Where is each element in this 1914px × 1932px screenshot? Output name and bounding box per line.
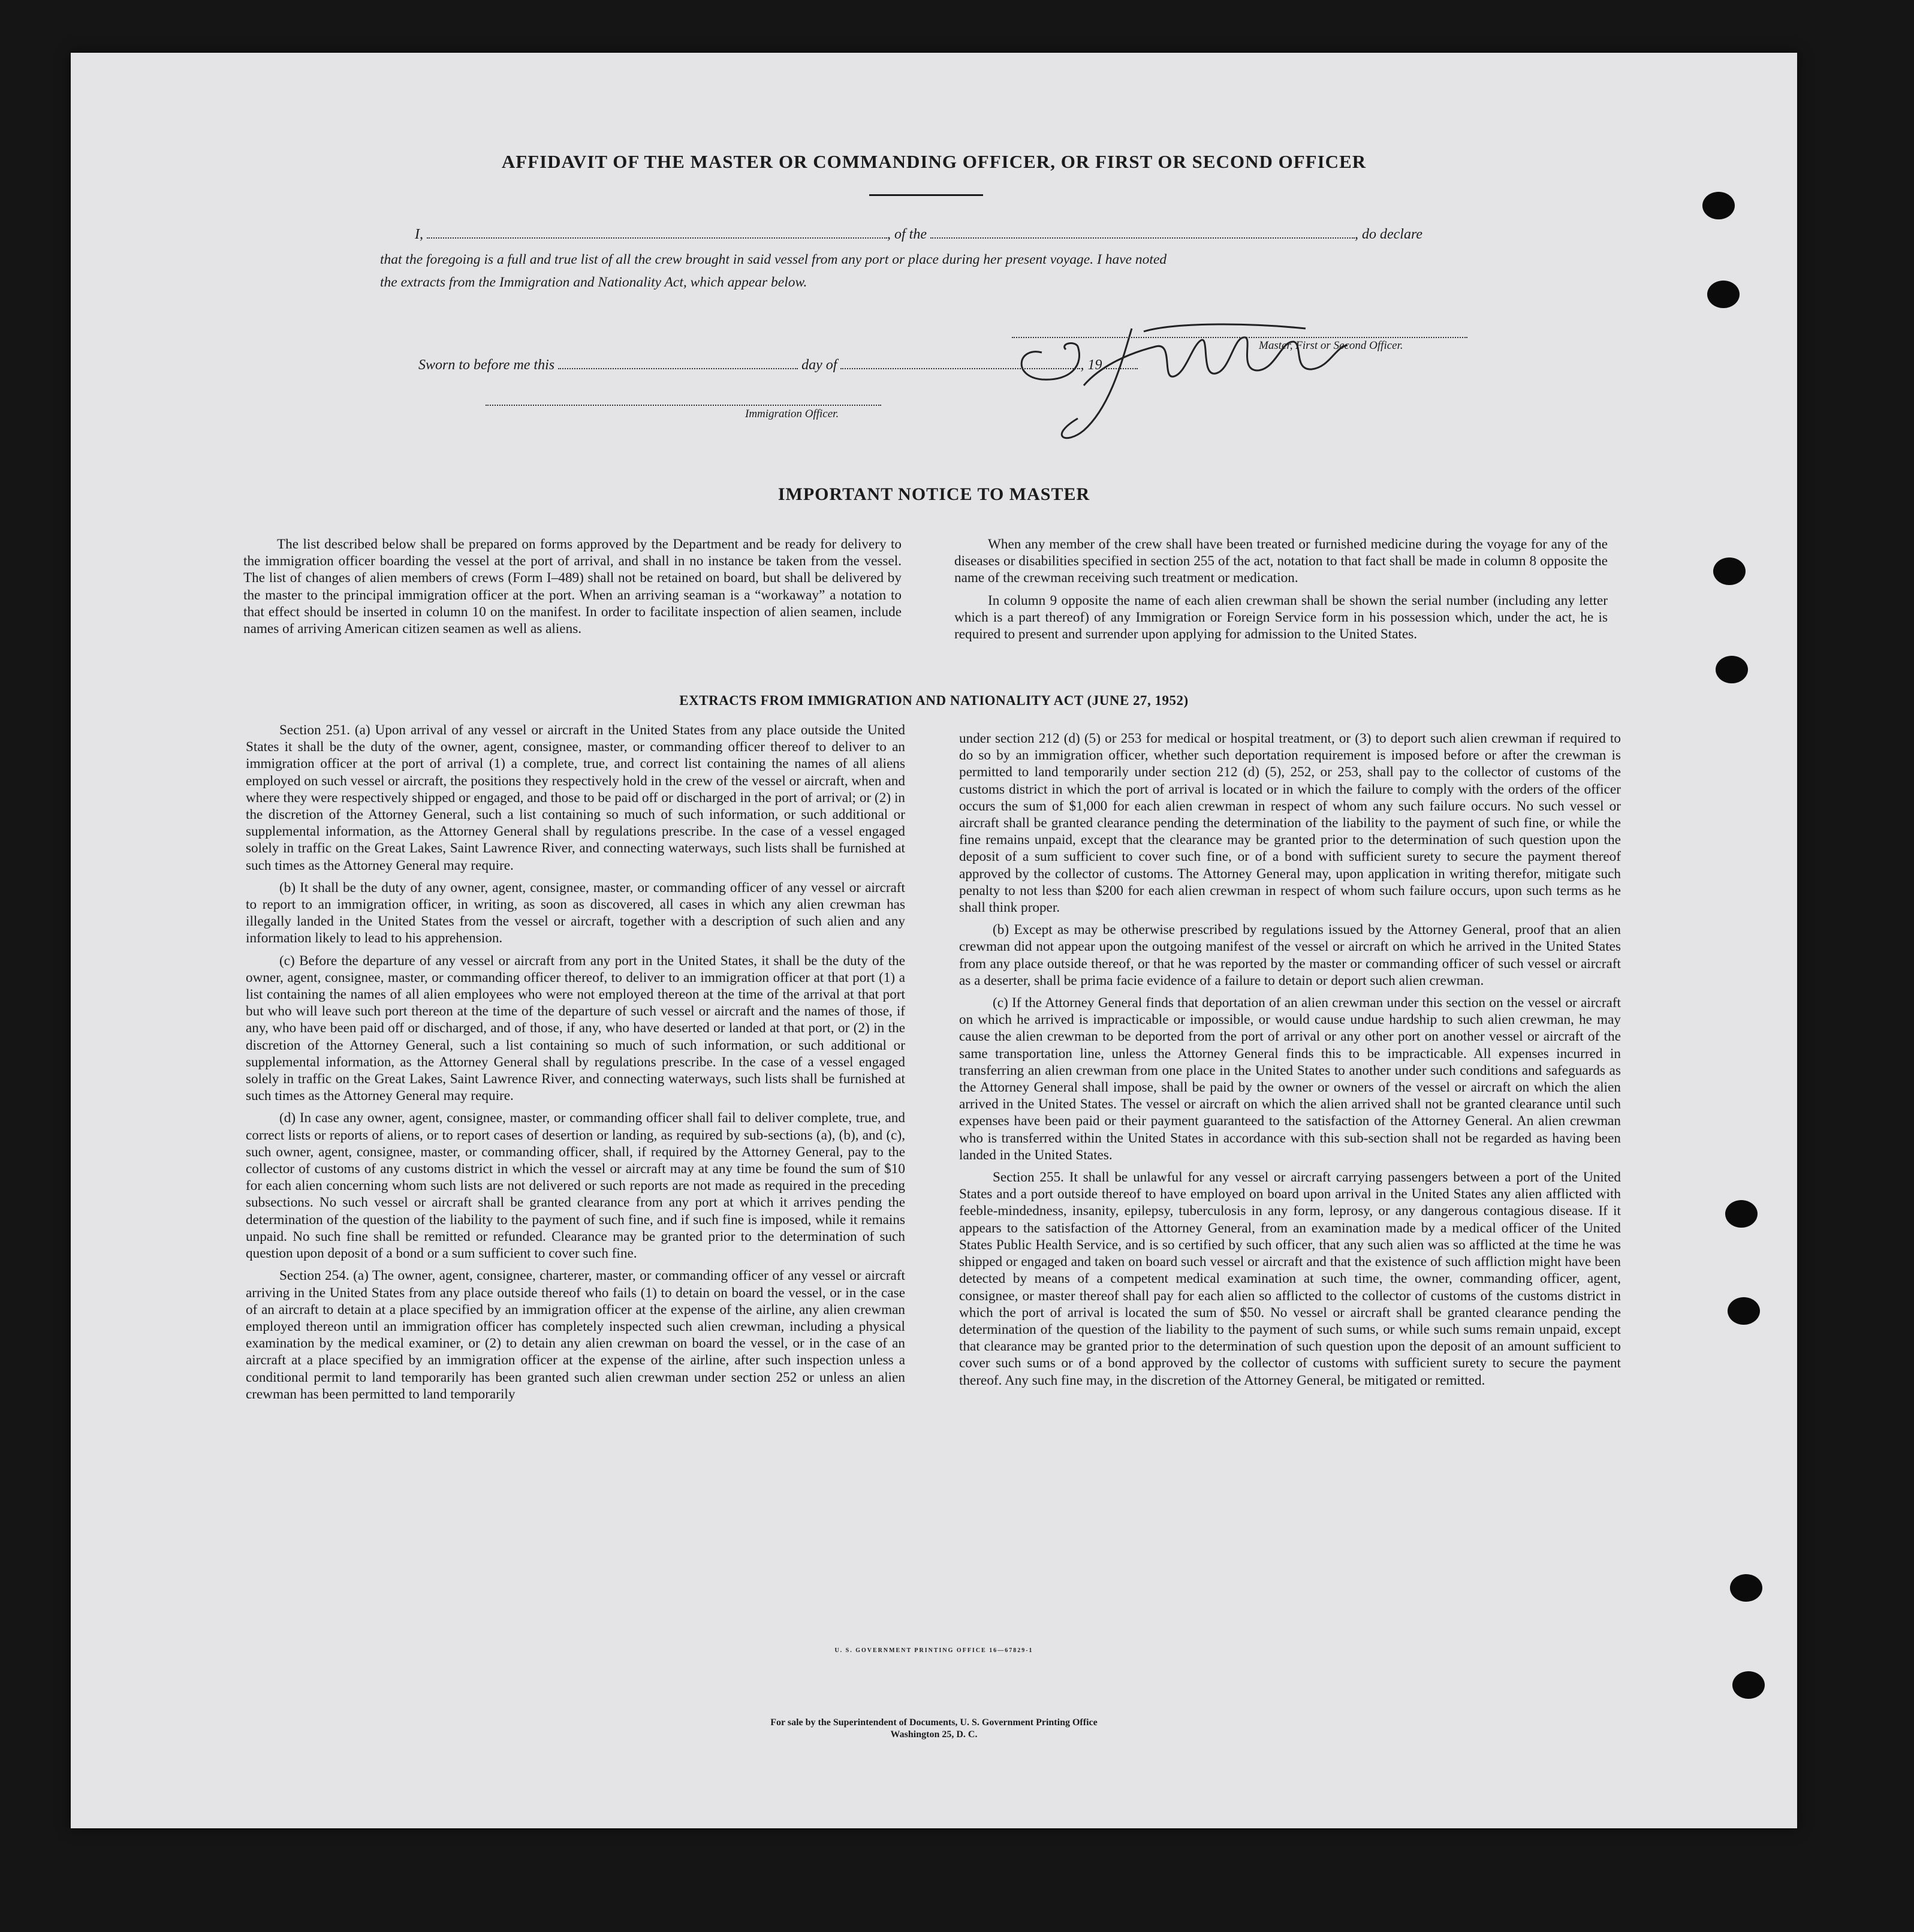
extract-paragraph: Section 254. (a) The owner, agent, consignee, charterer, master, or commanding officer of any vessel or aircraft arriving in the United States from any place outside thereof who fails (1) to detain on board the vessel, or in the case of an aircraft to detain at a place specified by an immigration officer at the expense of the airline, any alien crewman employed thereon until an immigration officer has completely inspected such alien crewman, including a physical examination by the medical examiner, or (2) to detain any alien crewman on board the vessel, or in the case of an aircraft at a place specified by an immigration officer at the expense of the airline, after such inspection unless a conditional permit to land temporarily has been granted such alien crewman under section 252 or unless an alien crewman has been permitted to land temporarily: [246, 1268, 905, 1402]
statement-line-2: the extracts from the Immigration and Nationality Act, which appear below.: [380, 275, 807, 290]
sworn-line: [418, 357, 1138, 373]
punch-hole: [1725, 1200, 1758, 1228]
extract-paragraph: (b) It shall be the duty of any owner, agent, consignee, master, or commanding officer of any vessel or aircraft to report to an immigration officer, in writing, as soon as discovered, all cases in which any alien crewman has illegally landed in the United States from the vessel or aircraft, together with a description of such alien and any information likely to lead to his apprehension.: [246, 879, 905, 947]
extract-paragraph: (c) If the Attorney General finds that deportation of an alien crewman under this section on the vessel or aircraft on which he arrived is impracticable or impossible, or would cause undue hardship to such alien crewman, he may cause the alien crewman to be deported from the port of arrival or any other port on another vessel or aircraft of the same transportation line, unless the Attorney General finds this to be impracticable. All expenses incurred in transferring an alien crewman from one place in the United States to another under such conditions and safeguards as the Attorney General shall impose, shall be paid by the owner or owners of the vessel or aircraft on which the alien arrived in the United States. The vessel or aircraft on which the alien arrived shall not be granted clearance until such expenses have been paid or their payment guaranteed to the satisfaction of the Attorney General. An alien crewman who is transferred within the United States in accordance with this sub-section shall not be regarded as having been landed in the United States.: [959, 995, 1621, 1163]
punch-hole: [1730, 1574, 1762, 1602]
sworn-year-field[interactable]: [1102, 367, 1138, 369]
statement-line-1: that the foregoing is a full and true list of all the crew brought in said vessel from any port or place during her present voyage. I have noted: [380, 252, 1167, 267]
punch-hole: [1702, 192, 1735, 219]
punch-hole: [1707, 281, 1740, 308]
notice-right-column: [954, 536, 1608, 648]
extract-paragraph: Section 255. It shall be unlawful for any vessel or aircraft carrying passengers between a port of the United States and a port outside thereof to have employed on board upon arrival in the United States any alien afflicted with feeble-mindedness, insanity, epilepsy, tuberculosis in any form, leprosy, or any dangerous contagious disease. If it appears to the satisfaction of the Attorney General, from an examination made by a medical officer of the United States Public Health Service, and is so certified by such officer, that any such alien was so afflicted at the time he was shipped or engaged and taken on board such vessel or aircraft and that the existence of such affliction might have been detected by means of a competent medical examination at such time, the owner, commanding officer, agent, consignee, or master thereof shall pay for each alien so afflicted to the collector of customs of the customs district in which the port of arrival is located the sum of $50. No vessel or aircraft shall be granted clearance pending the determination of the question of the liability to the payment of such sums, or while such sums remain unpaid, except that clearance may be granted prior to the determination of such question upon the deposit of an amount sufficient to cover such sums or of a bond approved by the collector of customs with sufficient surety to secure the payment thereof. Any such fine may, in the discretion of the Attorney General, be mitigated or remitted.: [959, 1170, 1621, 1388]
footer: [71, 1717, 1797, 1741]
i-label: I,: [415, 227, 423, 242]
punch-hole: [1713, 557, 1746, 585]
document-page: [71, 53, 1797, 1828]
notice-left-column: [243, 536, 902, 643]
footer-line-2: Washington 25, D. C.: [890, 1729, 978, 1740]
affidavit-title: AFFIDAVIT OF THE MASTER OR COMMANDING OFFICER, OR FIRST OR SECOND OFFICER: [501, 151, 1367, 172]
extracts-title: EXTRACTS FROM IMMIGRATION AND NATIONALITY ACT (JUNE 27, 1952): [679, 693, 1189, 708]
day-of-label: day of: [801, 357, 837, 373]
title-rule: [869, 194, 983, 196]
punch-hole: [1732, 1671, 1765, 1699]
notice-paragraph: The list described below shall be prepared on forms approved by the Department and be ready for delivery to the immigration officer boarding the vessel at the port of arrival, and shall in no instance be taken from the vessel. The list of changes of alien members of crews (Form I–489) shall not be retained on board, but shall be delivered by the master to the principal immigration officer at the port. When an arriving seaman is a “workaway” a notation to that effect should be inserted in column 10 on the manifest. In order to facilitate inspection of alien seamen, include names of arriving American citizen seamen as well as aliens.: [243, 537, 902, 637]
sworn-month-field[interactable]: [840, 367, 1080, 369]
notice-paragraph: When any member of the crew shall have been treated or furnished medicine during the voyage for any of the diseases or disabilities specified in section 255 of the act, notation to that fact shall be made in column 8 opposite the name of the crewman receiving such treatment or medication.: [954, 537, 1608, 586]
master-signature-field[interactable]: [1012, 336, 1467, 338]
extract-paragraph: (d) In case any owner, agent, consignee, master, or commanding officer shall fail to deliver complete, true, and correct lists or reports of aliens, or to report cases of desertion or landing, as required by sub-sections (a), (b), and (c), such owner, agent, consignee, master, or commanding officer, shall, if required by the Attorney General, pay to the collector of customs of any customs district in which the vessel or aircraft may at any time be found the sum of $10 for each alien concerning whom such lists are not delivered or such reports are not made as required in the preceding subsections. No such vessel or aircraft shall be granted clearance from any port at which it arrives pending the determination of the question of the liability to the payment of such fine, and if such fine is imposed, while it remains unpaid. No such fine shall be remitted or refunded. Clearance may be granted prior to the determination of such question upon deposit of a bond or a sum sufficient to cover such fine.: [246, 1110, 905, 1262]
immigration-officer-field[interactable]: [486, 404, 881, 406]
of-the-label: , of the: [887, 227, 927, 242]
notice-title: IMPORTANT NOTICE TO MASTER: [777, 484, 1090, 504]
declare-label: , do declare: [1355, 227, 1423, 242]
declaration-line: [415, 227, 1422, 243]
sworn-day-field[interactable]: [558, 367, 798, 369]
extract-paragraph: under section 212 (d) (5) or 253 for medical or hospital treatment, or (3) to deport such alien crewman if required to do so by an immigration officer, whether such deportation requirement is imposed before or after the crewman is permitted to land temporarily under section 212 (d) (5), 252, or 253, shall pay to the collector of customs of the customs district in which the port of arrival is located or in which the failure to comply with the orders of the officer occurs the sum of $1,000 for each alien crewman in respect of whom any such failure occurs. No such vessel or aircraft shall be granted clearance pending the determination of the liability to the payment of such fine, or while the fine remains unpaid, except that the clearance may be granted prior to the determination of such question upon the deposit of a sum sufficient to cover such fine, or of a bond with sufficient surety to secure the payment thereof approved by the collector of customs. The Attorney General may, upon application in writing therefor, mitigate such penalty to not less than $200 for each alien crewman in respect of whom such failure occurs, upon such terms as he shall think proper.: [959, 731, 1621, 916]
master-caption: Master, First or Second Officer.: [1259, 339, 1403, 352]
extract-paragraph: (c) Before the departure of any vessel or aircraft from any port in the United States, it shall be the duty of the owner, agent, consignee, master, or commanding officer thereof, to deliver to an immigration officer at that port (1) a list containing the names of all alien employees who were not employed thereon at the time of the arrival at that port but who will leave such port thereon at the time of the departure of such vessel or aircraft and the names of those, if any, who have been paid off or discharged, and of those, if any, who have deserted or landed at that port, or (2) in the discretion of the Attorney General, such a list containing so much of such information, or such additional or supplemental information, as the Attorney General shall by regulations prescribe. In the case of a vessel engaged solely in traffic on the Great Lakes, Saint Lawrence River, and connecting waterways, such lists shall be furnished at such times as the Attorney General may require.: [246, 953, 905, 1104]
extract-paragraph: (b) Except as may be otherwise prescribed by regulations issued by the Attorney General, proof that an alien crewman did not appear upon the outgoing manifest of the vessel or aircraft on which he arrived in the United States from any place outside thereof, or that he was reported by the master or commanding officer of such vessel or aircraft as a deserter, shall be prima facie evidence of a failure to detain or deport such alien crewman.: [959, 922, 1621, 988]
printing-office-line: U. S. GOVERNMENT PRINTING OFFICE 16—67829-1: [834, 1647, 1033, 1654]
year-label: , 19: [1080, 357, 1102, 373]
footer-line-1: For sale by the Superintendent of Documents, U. S. Government Printing Office: [770, 1717, 1098, 1728]
immigration-officer-caption: Immigration Officer.: [745, 408, 839, 420]
name-field[interactable]: [427, 237, 887, 239]
extracts-right-column: [959, 730, 1621, 1394]
extract-paragraph: Section 251. (a) Upon arrival of any vessel or aircraft in the United States from any place outside the United States it shall be the duty of the owner, agent, consignee, master, or commanding officer thereof to deliver to an immigration officer at the port of arrival (1) a complete, true, and correct list containing the names of all aliens employed on such vessel or aircraft, the positions they respectively hold in the crew of the vessel or aircraft, when and where they were respectively shipped or engaged, and those to be paid off or discharged in the port of arrival; or (2) in the discretion of the Attorney General, such a list containing so much of such information, or such additional or supplemental information, as the Attorney General shall by regulations prescribe. In the case of a vessel engaged solely in traffic on the Great Lakes, Saint Lawrence River, and connecting waterways, such lists shall be furnished at such times as the Attorney General may require.: [246, 722, 905, 873]
punch-hole: [1728, 1297, 1760, 1325]
notice-paragraph: In column 9 opposite the name of each alien crewman shall be shown the serial number (including any letter which is a part thereof) of any Immigration or Foreign Service form in his possession which, under the act, he is required to present and surrender upon applying for admission to the United States.: [954, 592, 1608, 643]
extracts-left-column: [246, 722, 905, 1408]
sworn-label: Sworn to before me this: [418, 357, 555, 373]
punch-hole: [1716, 656, 1748, 683]
vessel-field[interactable]: [930, 237, 1355, 239]
